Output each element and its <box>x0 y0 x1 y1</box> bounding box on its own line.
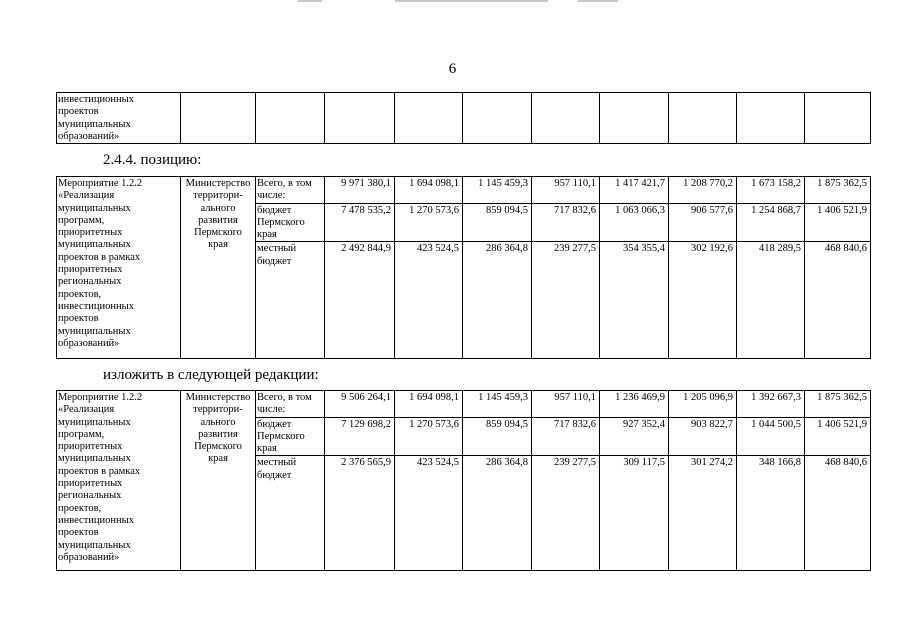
value-cell: 957 110,1 <box>532 391 600 418</box>
value-cell: 903 822,7 <box>669 417 737 456</box>
source-cell-local: местный бюджет <box>256 456 325 571</box>
value-cell: 7 478 535,2 <box>325 203 395 242</box>
empty-cell <box>600 93 669 144</box>
scan-artifact <box>395 0 548 2</box>
new-position-table <box>56 390 871 571</box>
value-cell: 1 208 770,2 <box>669 177 737 204</box>
value-cell: 468 840,6 <box>805 456 871 571</box>
value-cell: 9 506 264,1 <box>325 391 395 418</box>
empty-cell <box>395 93 463 144</box>
value-cell: 1 254 868,7 <box>737 203 805 242</box>
value-cell: 1 145 459,3 <box>463 177 532 204</box>
value-cell: 1 392 667,3 <box>737 391 805 418</box>
value-cell: 1 694 098,1 <box>395 177 463 204</box>
section-heading: 2.4.4. позицию: <box>103 152 202 168</box>
measure-cell: инвестиционных проектов муниципальных образований» <box>57 93 181 144</box>
value-cell: 239 277,5 <box>532 456 600 571</box>
value-cell: 906 577,6 <box>669 203 737 242</box>
scan-artifact <box>578 0 618 2</box>
value-cell: 1 406 521,9 <box>805 203 871 242</box>
value-cell: 1 417 421,7 <box>600 177 669 204</box>
value-cell: 717 832,6 <box>532 203 600 242</box>
empty-cell <box>181 93 256 144</box>
measure-cell: Мероприятие 1.2.2 «Реализация муниципальных программ, приоритетных муниципальных проектов в рамках приоритетных региональных проектов, инвестиционных проектов муниципальных образований» <box>57 391 181 571</box>
value-cell: 2 376 565,9 <box>325 456 395 571</box>
value-cell: 1 205 096,9 <box>669 391 737 418</box>
source-cell-local: местный бюджет <box>256 242 325 359</box>
value-cell: 309 117,5 <box>600 456 669 571</box>
value-cell: 859 094,5 <box>463 203 532 242</box>
value-cell: 859 094,5 <box>463 417 532 456</box>
value-cell: 1 145 459,3 <box>463 391 532 418</box>
value-cell: 348 166,8 <box>737 456 805 571</box>
value-cell: 1 270 573,6 <box>395 203 463 242</box>
empty-cell <box>737 93 805 144</box>
value-cell: 301 274,2 <box>669 456 737 571</box>
empty-cell <box>805 93 871 144</box>
value-cell: 1 236 469,9 <box>600 391 669 418</box>
value-cell: 286 364,8 <box>463 456 532 571</box>
value-cell: 1 875 362,5 <box>805 177 871 204</box>
source-cell-total: Всего, в том числе: <box>256 391 325 418</box>
source-cell-regional: бюджет Пермского края <box>256 203 325 242</box>
executor-cell: Министерство территори- ального развития Пермского края <box>181 177 256 359</box>
value-cell: 1 673 158,2 <box>737 177 805 204</box>
value-cell: 286 364,8 <box>463 242 532 359</box>
empty-cell <box>325 93 395 144</box>
measure-cell: Мероприятие 1.2.2 «Реализация муниципальных программ, приоритетных муниципальных проектов в рамках приоритетных региональных проектов, инвестиционных проектов муниципальных образований» <box>57 177 181 359</box>
value-cell: 2 492 844,9 <box>325 242 395 359</box>
value-cell: 717 832,6 <box>532 417 600 456</box>
empty-cell <box>669 93 737 144</box>
value-cell: 1 044 500,5 <box>737 417 805 456</box>
empty-cell <box>256 93 325 144</box>
value-cell: 9 971 380,1 <box>325 177 395 204</box>
value-cell: 354 355,4 <box>600 242 669 359</box>
continuation-table <box>56 92 871 144</box>
value-cell: 302 192,6 <box>669 242 737 359</box>
source-cell-total: Всего, в том числе: <box>256 177 325 204</box>
value-cell: 1 270 573,6 <box>395 417 463 456</box>
value-cell: 1 063 066,3 <box>600 203 669 242</box>
value-cell: 468 840,6 <box>805 242 871 359</box>
page-number: 6 <box>448 61 457 77</box>
transition-text: изложить в следующей редакции: <box>103 367 319 383</box>
empty-cell <box>532 93 600 144</box>
source-cell-regional: бюджет Пермского края <box>256 417 325 456</box>
value-cell: 1 875 362,5 <box>805 391 871 418</box>
value-cell: 239 277,5 <box>532 242 600 359</box>
value-cell: 927 352,4 <box>600 417 669 456</box>
value-cell: 423 524,5 <box>395 456 463 571</box>
value-cell: 1 694 098,1 <box>395 391 463 418</box>
value-cell: 1 406 521,9 <box>805 417 871 456</box>
value-cell: 418 289,5 <box>737 242 805 359</box>
value-cell: 957 110,1 <box>532 177 600 204</box>
value-cell: 423 524,5 <box>395 242 463 359</box>
old-position-table <box>56 176 871 359</box>
scan-artifact <box>298 0 322 2</box>
value-cell: 7 129 698,2 <box>325 417 395 456</box>
empty-cell <box>463 93 532 144</box>
executor-cell: Министерство территори- ального развития Пермского края <box>181 391 256 571</box>
